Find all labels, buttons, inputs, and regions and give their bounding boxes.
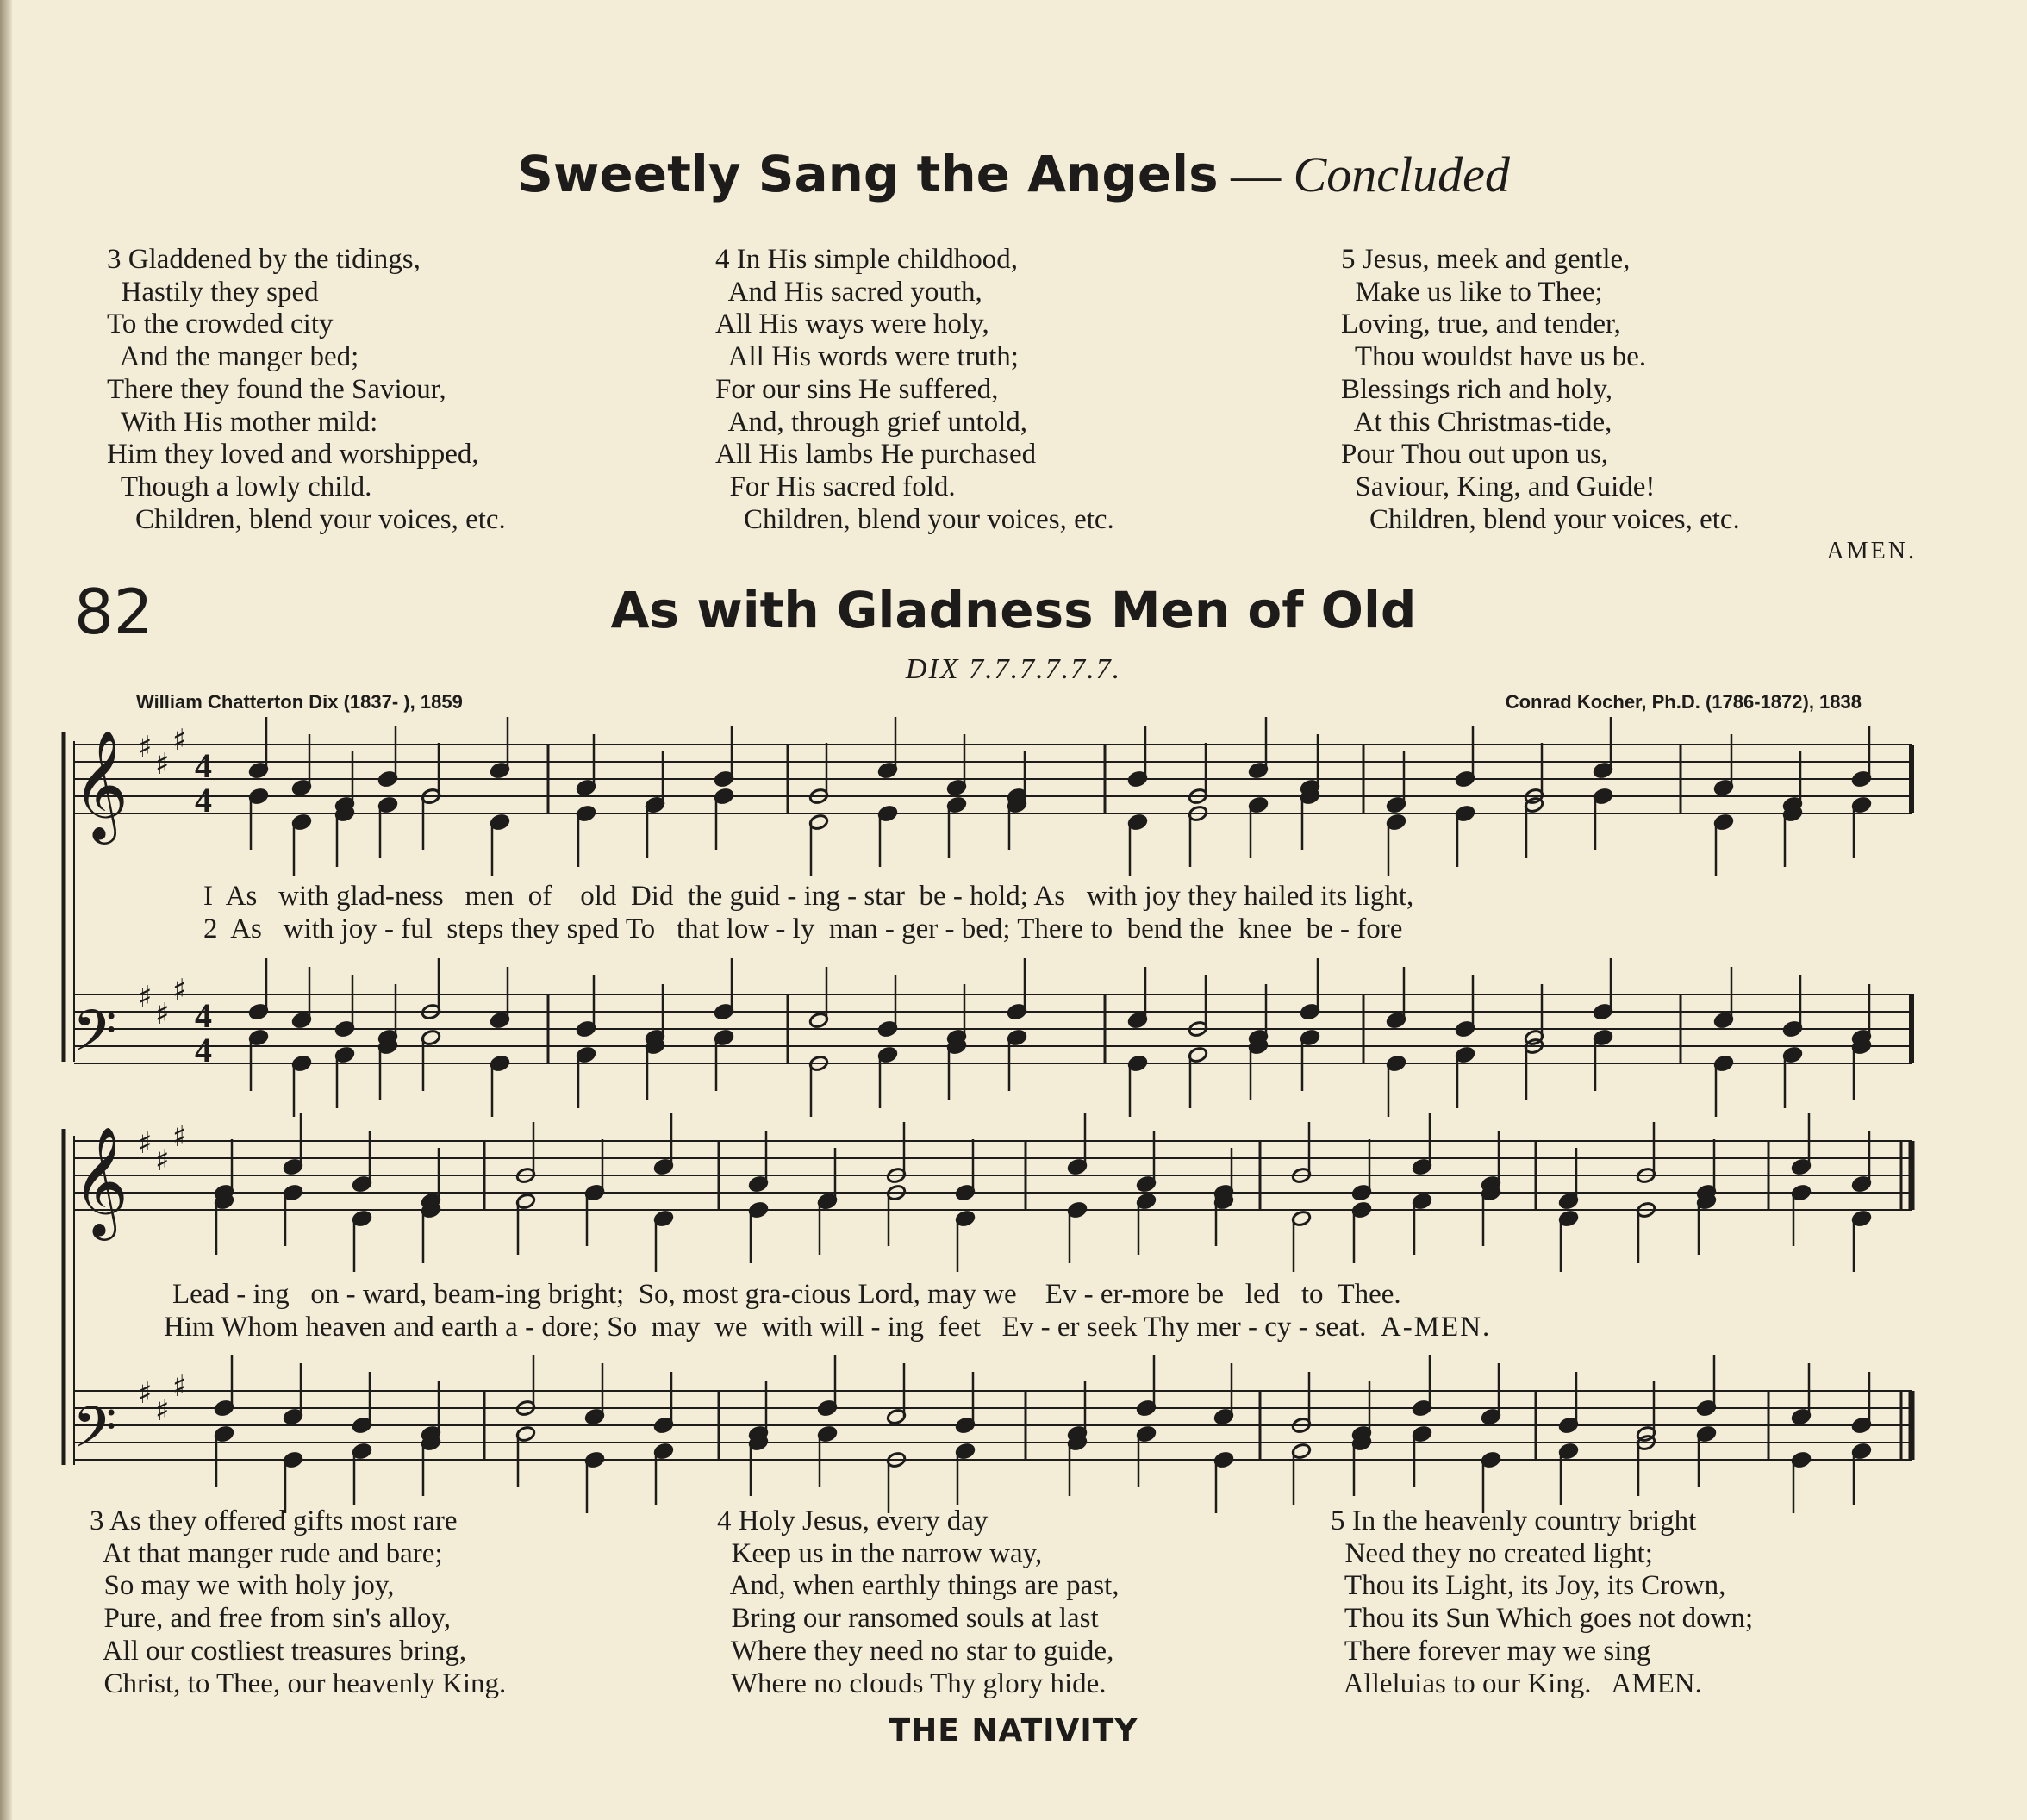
svg-text:♯: ♯: [172, 973, 187, 1007]
lyric-syllable: we: [714, 1312, 748, 1343]
lyric-syllable: led: [1244, 1279, 1281, 1310]
verse-lines: [90, 1505, 506, 1699]
verse-number: 5: [1331, 1505, 1345, 1536]
lyrics-system-1-verse-1: [203, 881, 1413, 913]
verse-line: In the heavenly country bright: [1351, 1505, 1697, 1536]
previous-hymn-title-concluded: Concluded: [1293, 146, 1510, 203]
verse-line: Blessings rich and holy,: [1341, 373, 1612, 405]
previous-hymn-amen: AMEN.: [1826, 538, 1917, 564]
svg-text:♯: ♯: [172, 1369, 187, 1404]
verse-number: 3: [90, 1505, 104, 1536]
verse-line: All our costliest treasures bring,: [102, 1635, 467, 1667]
verse-line: Christ, to Thee, our heavenly King.: [103, 1667, 507, 1699]
system-2-bass-staff: [74, 1391, 1912, 1460]
verse-line: Jesus, meek and gentle,: [1362, 244, 1631, 275]
tune-name: DIX 7.7.7.7.7.7.: [905, 653, 1122, 685]
lyric-syllable: bend the: [1126, 913, 1225, 944]
lyric-syllable: There to: [1017, 913, 1113, 944]
lyric-syllable: may: [651, 1312, 701, 1343]
verse-line: Bring our ransomed souls at last: [731, 1603, 1099, 1635]
svg-text:4: 4: [195, 1031, 212, 1069]
svg-text:♯: ♯: [155, 997, 170, 1032]
music-credit: Conrad Kocher, Ph.D. (1786-1872), 1838: [1505, 691, 1862, 713]
verse-number: 4: [717, 1505, 732, 1536]
lyric-syllable: that low - ly: [676, 913, 815, 944]
verse-line: Alleluias to our King. AMEN.: [1343, 1667, 1702, 1699]
lyric-syllable: So: [607, 1312, 638, 1343]
verse-line: Children, blend your voices, etc.: [715, 503, 1114, 535]
lyric-syllable: Lead - ing: [172, 1279, 290, 1310]
hymn-title: As with Gladness Men of Old: [610, 581, 1417, 639]
verse-line: Pour Thou out upon us,: [1341, 439, 1609, 471]
treble-clef-icon: 𝄞: [72, 729, 129, 839]
lyric-syllable: 2: [203, 913, 218, 944]
verse-line: All His ways were holy,: [715, 309, 989, 340]
lyric-syllable: old: [580, 881, 617, 912]
verse-line: Pure, and free from sin's alloy,: [103, 1603, 451, 1635]
verse-line: For our sins He suffered,: [715, 373, 999, 405]
note-heads: [214, 717, 1872, 1513]
svg-text:♯: ♯: [155, 1144, 170, 1178]
lyric-syllable: on - ward, beam-ing bright;: [310, 1279, 625, 1310]
verse-line: Children, blend your voices, etc.: [107, 503, 506, 535]
svg-text:♯: ♯: [172, 723, 187, 757]
verse-line: And, through grief untold,: [715, 406, 1028, 438]
lyric-syllable: steps they sped: [446, 913, 620, 944]
verse-line: At this Christmas-tide,: [1341, 406, 1612, 438]
hymn-number: 82: [74, 576, 153, 648]
section-footer: THE NATIVITY: [889, 1713, 1138, 1748]
hymn-verse-3: [90, 1505, 506, 1700]
verse-lines: [1331, 1505, 1753, 1699]
verse-number: 3: [107, 244, 122, 275]
verse-line: There forever may we sing: [1344, 1635, 1651, 1667]
lyric-syllable: of: [527, 881, 552, 912]
verse-line: Loving, true, and tender,: [1341, 309, 1621, 340]
lyric-syllable: be - fore: [1306, 913, 1403, 944]
lyric-syllable: with joy - ful: [283, 913, 433, 944]
verse-line: Thou its Light, its Joy, its Crown,: [1344, 1570, 1726, 1602]
lyric-syllable: feet: [938, 1312, 981, 1343]
svg-text:♯: ♯: [138, 1126, 153, 1161]
lyric-syllable: men: [465, 881, 515, 912]
lyric-syllable: I: [203, 881, 213, 912]
lyric-syllable: with joy they hailed its light,: [1086, 881, 1414, 912]
verse-line: In His simple childhood,: [736, 244, 1019, 275]
verse-line: Where they need no star to guide,: [730, 1635, 1114, 1667]
verse-line: Where no clouds Thy glory hide.: [730, 1667, 1107, 1699]
lyric-syllable: Thee.: [1337, 1279, 1401, 1310]
verse-line: Though a lowly child.: [107, 471, 372, 502]
verse-line: And the manger bed;: [107, 341, 359, 373]
svg-text:♯: ♯: [138, 980, 153, 1014]
lyrics-system-2-verse-2: [164, 1312, 1491, 1343]
lyric-syllable: Him Whom heaven and earth a - dore;: [164, 1312, 601, 1343]
verse-line: Gladdened by the tidings,: [128, 244, 421, 275]
verse-line: All His words were truth;: [715, 341, 1019, 373]
lyric-syllable: To: [625, 913, 656, 944]
lyric-syllable: As: [1033, 881, 1066, 912]
hymn-verse-5: [1331, 1505, 1753, 1700]
lyrics-system-1-verse-2: [203, 913, 1402, 945]
verse-line: Thou its Sun Which goes not down;: [1344, 1603, 1754, 1635]
lyric-syllable: be -: [919, 881, 963, 912]
bass-clef-icon: 𝄢: [72, 1394, 117, 1474]
svg-text:♯: ♯: [155, 747, 170, 782]
lyric-syllable: Did: [630, 881, 674, 912]
lyric-syllable: So, most gra-cious Lord, may we: [638, 1279, 1017, 1310]
verse-line: Make us like to Thee;: [1341, 276, 1603, 308]
lyric-syllable: to: [1300, 1279, 1324, 1310]
lyrics-system-2-verse-1: [172, 1279, 1401, 1311]
verse-line: For His sacred fold.: [715, 471, 956, 502]
words-credit: William Chatterton Dix (1837- ), 1859: [136, 691, 463, 713]
verse-line: All His lambs He purchased: [715, 439, 1037, 471]
lyric-syllable: with glad-ness: [278, 881, 444, 912]
verse-number: 4: [715, 244, 730, 275]
lyric-syllable: hold;: [970, 881, 1028, 912]
svg-text:4: 4: [195, 996, 212, 1035]
lyric-syllable: As: [225, 881, 258, 912]
verse-number: 5: [1341, 244, 1356, 275]
verse-line: Need they no created light;: [1344, 1537, 1653, 1569]
verse-line: Holy Jesus, every day: [738, 1505, 989, 1536]
lyric-syllable: man - ger - bed;: [828, 913, 1011, 944]
lyric-syllable: Ev - er-more be: [1045, 1279, 1225, 1310]
svg-text:4: 4: [195, 781, 212, 820]
lyric-syllable: the guid - ing - star: [687, 881, 905, 912]
bass-clef-icon: 𝄢: [72, 998, 117, 1078]
verse-line: And, when earthly things are past,: [729, 1570, 1120, 1602]
verse-line: There they found the Saviour,: [107, 373, 446, 405]
verse-line: And His sacred youth,: [715, 276, 982, 308]
svg-text:♯: ♯: [138, 730, 153, 764]
verse-line: As they offered gifts most rare: [109, 1505, 458, 1536]
lyric-syllable: A-MEN.: [1380, 1312, 1492, 1343]
previous-hymn-title-main: Sweetly Sang the Angels: [517, 145, 1219, 203]
verse-line: Saviour, King, and Guide!: [1341, 471, 1656, 502]
lyric-syllable: with will - ing: [762, 1312, 924, 1343]
hymn-verse-4: [717, 1505, 1120, 1700]
verse-line: To the crowded city: [107, 309, 334, 340]
title-dash: —: [1218, 146, 1294, 203]
svg-text:♯: ♯: [155, 1393, 170, 1428]
svg-text:4: 4: [195, 746, 212, 785]
verse-lines: [717, 1505, 1120, 1699]
lyric-syllable: knee: [1238, 913, 1293, 944]
verse-line: Thou wouldst have us be.: [1341, 341, 1647, 373]
svg-text:♯: ♯: [138, 1376, 153, 1411]
svg-text:♯: ♯: [172, 1119, 187, 1154]
system-2-treble-staff: [74, 1141, 1912, 1210]
verse-line: Keep us in the narrow way,: [731, 1537, 1043, 1569]
verse-line: With His mother mild:: [107, 406, 378, 438]
verse-line: Hastily they sped: [107, 276, 319, 308]
verse-line: Him they loved and worshipped,: [107, 439, 479, 471]
verse-line: At that manger rude and bare;: [102, 1537, 443, 1569]
lyric-syllable: Ev - er seek Thy mer - cy - seat.: [1001, 1312, 1367, 1343]
lyric-syllable: As: [230, 913, 262, 944]
verse-line: So may we with holy joy,: [103, 1570, 395, 1602]
verse-line: Children, blend your voices, etc.: [1341, 503, 1740, 535]
treble-clef-icon: 𝄞: [72, 1125, 129, 1236]
